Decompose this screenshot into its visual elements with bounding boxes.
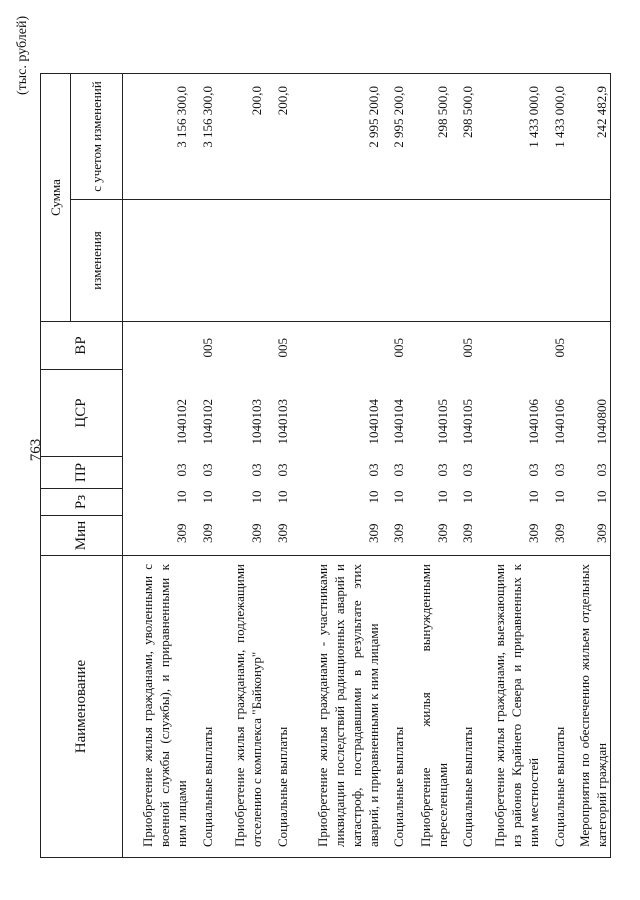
row-changes <box>123 200 190 322</box>
row-vr: 005 <box>391 338 407 358</box>
table-row <box>382 74 407 858</box>
budget-table <box>40 73 611 858</box>
row-name: Приобретение жилья вынужденными переселенцами <box>407 556 451 858</box>
row-min: 309 <box>476 516 542 556</box>
row-total: 3 156 300,0 <box>190 74 216 200</box>
table-row <box>451 74 476 858</box>
row-changes <box>216 200 265 322</box>
table-row <box>190 74 216 858</box>
row-name: Приобретение жилья гражданами - участниками ликвидации последствий радиационных аварий и катастроф, пострадавшими в результате этих аварий, и приравненными к ним лицами <box>291 556 382 858</box>
row-vr <box>123 322 190 370</box>
header-with-changes: с учетом изменений <box>71 74 123 200</box>
row-csr: 1040106 <box>526 399 542 445</box>
row-name: Социальные выплаты <box>265 556 290 858</box>
row-csr: 1040800 <box>568 370 611 457</box>
table-row <box>476 74 542 858</box>
row-total: 2 995 200,0 <box>291 74 382 200</box>
row-total: 298 500,0 <box>451 74 476 200</box>
row-rz: 10 <box>199 490 215 504</box>
row-csr: 1040105 <box>435 399 451 445</box>
row-min: 309 <box>542 516 567 556</box>
row-csr: 1040103 <box>249 399 265 445</box>
row-pr: 03 <box>249 463 265 477</box>
header-changes: изменения <box>71 200 123 322</box>
row-csr: 1040106 <box>551 399 567 445</box>
row-rz: 10 <box>274 490 290 504</box>
row-pr: 03 <box>391 463 407 477</box>
row-pr: 03 <box>435 463 451 477</box>
header-name: Наименование <box>41 556 123 858</box>
row-vr: 005 <box>460 338 476 358</box>
row-rz: 10 <box>365 490 381 504</box>
row-min: 309 <box>265 516 290 556</box>
row-vr: 005 <box>551 338 567 358</box>
table-body <box>123 74 611 858</box>
row-csr: 1040103 <box>274 399 290 445</box>
row-total: 1 433 000,0 <box>542 74 567 200</box>
row-name: Приобретение жилья гражданами, выезжающими из районов Крайнего Севера и приравненных к ним местностей <box>476 556 542 858</box>
row-vr <box>407 322 451 370</box>
header-min: Мин <box>41 516 123 556</box>
row-vr <box>476 322 542 370</box>
row-pr: 03 <box>199 463 215 477</box>
row-rz: 10 <box>526 490 542 504</box>
row-csr: 1040102 <box>199 399 215 445</box>
row-rz: 10 <box>435 490 451 504</box>
row-vr <box>216 322 265 370</box>
row-pr: 03 <box>551 463 567 477</box>
header-pr: ПР <box>41 457 123 489</box>
row-min: 309 <box>291 516 382 556</box>
row-changes <box>476 200 542 322</box>
row-changes <box>190 200 216 322</box>
row-name: Мероприятия по обеспечению жильем отдельных категорий граждан <box>568 556 611 858</box>
table-row <box>542 74 567 858</box>
row-total: 200,0 <box>265 74 290 200</box>
row-total: 298 500,0 <box>407 74 451 200</box>
row-changes <box>265 200 290 322</box>
row-changes <box>407 200 451 322</box>
row-name: Приобретение жилья гражданами, уволенными с военной службы (службы), и приравненными к ним лицами <box>123 556 190 858</box>
table-row <box>407 74 451 858</box>
row-name: Социальные выплаты <box>190 556 216 858</box>
row-total: 200,0 <box>216 74 265 200</box>
row-csr: 1040102 <box>173 399 189 445</box>
row-rz: 10 <box>391 490 407 504</box>
row-pr: 03 <box>568 457 611 489</box>
table-row <box>216 74 265 858</box>
row-pr: 03 <box>173 463 189 477</box>
row-changes <box>568 200 611 322</box>
row-total: 1 433 000,0 <box>476 74 542 200</box>
row-name: Социальные выплаты <box>382 556 407 858</box>
row-rz: 10 <box>173 490 189 504</box>
row-rz: 10 <box>568 489 611 516</box>
row-pr: 03 <box>274 463 290 477</box>
row-changes <box>291 200 382 322</box>
table-row <box>568 74 611 858</box>
row-changes <box>542 200 567 322</box>
row-vr: 005 <box>199 338 215 358</box>
header-sum: Сумма <box>41 74 71 322</box>
row-pr: 03 <box>460 463 476 477</box>
row-total: 3 156 300,0 <box>123 74 190 200</box>
row-vr <box>568 322 611 370</box>
table-row <box>123 74 190 858</box>
row-rz: 10 <box>551 490 567 504</box>
row-pr: 03 <box>365 463 381 477</box>
row-vr: 005 <box>274 338 290 358</box>
table-row <box>291 74 382 858</box>
row-name: Социальные выплаты <box>542 556 567 858</box>
row-min: 309 <box>190 516 216 556</box>
row-pr: 03 <box>526 463 542 477</box>
row-csr: 1040104 <box>365 399 381 445</box>
row-name: Социальные выплаты <box>451 556 476 858</box>
table-row <box>265 74 290 858</box>
header-rz: Рз <box>41 489 123 516</box>
row-min: 309 <box>123 516 190 556</box>
row-min: 309 <box>451 516 476 556</box>
row-rz: 10 <box>460 490 476 504</box>
page-number: 763 <box>28 438 44 462</box>
row-csr: 1040105 <box>460 399 476 445</box>
row-rz: 10 <box>249 490 265 504</box>
row-csr: 1040104 <box>391 399 407 445</box>
row-vr <box>291 322 382 370</box>
row-name: Приобретение жилья гражданами, подлежащими отселению с комплекса "Байконур" <box>216 556 265 858</box>
header-csr: ЦСР <box>41 370 123 457</box>
row-total: 2 995 200,0 <box>382 74 407 200</box>
row-min: 309 <box>407 516 451 556</box>
header-vr: ВР <box>41 322 123 370</box>
row-total: 242 482,9 <box>568 74 611 200</box>
row-min: 309 <box>568 516 611 556</box>
units-label: (тыс. рублей) <box>15 15 30 95</box>
row-changes <box>382 200 407 322</box>
row-min: 309 <box>216 516 265 556</box>
row-min: 309 <box>382 516 407 556</box>
row-changes <box>451 200 476 322</box>
